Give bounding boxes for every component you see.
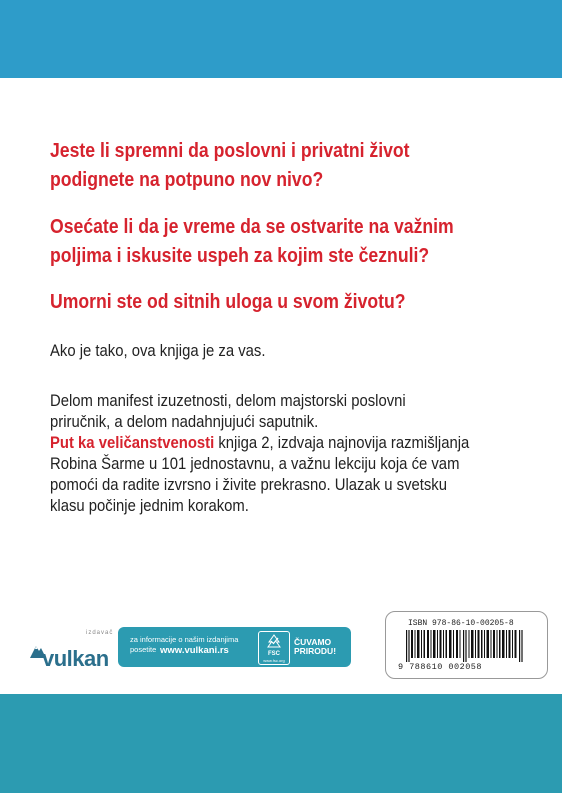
headline-1-line-2: podignete na potpuno nov nivo? <box>50 168 324 191</box>
publisher-info-box <box>118 627 351 667</box>
headline-1-line-1: Jeste li spremni da poslovni i privatni život <box>50 139 410 162</box>
paragraph-line-3: knjiga 2, izdvaja najnovija razmišljanja <box>214 434 470 452</box>
fsc-url: www.fsc.org <box>263 658 285 663</box>
isbn-number: ISBN 978-86-10-00205-8 <box>408 619 514 628</box>
publisher-wordmark: vulkan <box>42 646 109 671</box>
headline-2 <box>50 212 463 270</box>
paragraph-line-4: Robina Šarme u 101 jednostavnu, a važnu lekciju koja će vam <box>50 455 460 473</box>
fsc-badge <box>258 631 290 665</box>
paragraph-line-5: pomoći da radite izvrsno i živite prekrasno. Ulazak u svetsku <box>50 476 447 494</box>
barcode-icon <box>406 630 526 662</box>
headline-2-line-2: poljima i iskusite uspeh za kojim ste čeznuli? <box>50 244 430 267</box>
tree-checkmark-icon <box>259 633 289 651</box>
info-line-2: posetite <box>130 645 157 654</box>
info-line-1: za informacije o našim izdanjima <box>130 635 239 644</box>
barcode-panel <box>385 611 548 679</box>
top-color-band <box>0 0 562 78</box>
paragraph-line-2: priručnik, a delom nadahnjujući saputnik. <box>50 413 319 431</box>
book-title-highlight: Put ka veličanstvenosti <box>50 434 215 452</box>
fsc-label: FSC <box>268 651 280 657</box>
headline-3-line-1: Umorni ste od sitnih uloga u svom životu? <box>50 290 406 313</box>
bottom-color-band <box>0 694 562 793</box>
paragraph-line-6: klasu počinje jednim korakom. <box>50 497 249 515</box>
headline-1 <box>50 136 463 194</box>
cuvamo-line-2: PRIRODU! <box>294 646 337 656</box>
intro-sentence: Ako je tako, ova knjiga je za vas. <box>50 342 266 360</box>
paragraph-line-1: Delom manifest izuzetnosti, delom majstorski poslovni <box>50 392 406 410</box>
headline-3 <box>50 287 463 316</box>
cuvamo-prirodu-label <box>294 638 336 656</box>
description-paragraph <box>50 391 536 517</box>
publisher-small-label: izdavač <box>86 630 114 636</box>
website-link[interactable]: www.vulkani.rs <box>160 645 229 656</box>
publisher-logo <box>30 630 120 670</box>
headline-2-line-1: Osećate li da je vreme da se ostvarite na važnim <box>50 215 454 238</box>
barcode-digits: 9 788610 002058 <box>398 662 483 672</box>
cuvamo-line-1: ČUVAMO <box>294 637 332 647</box>
